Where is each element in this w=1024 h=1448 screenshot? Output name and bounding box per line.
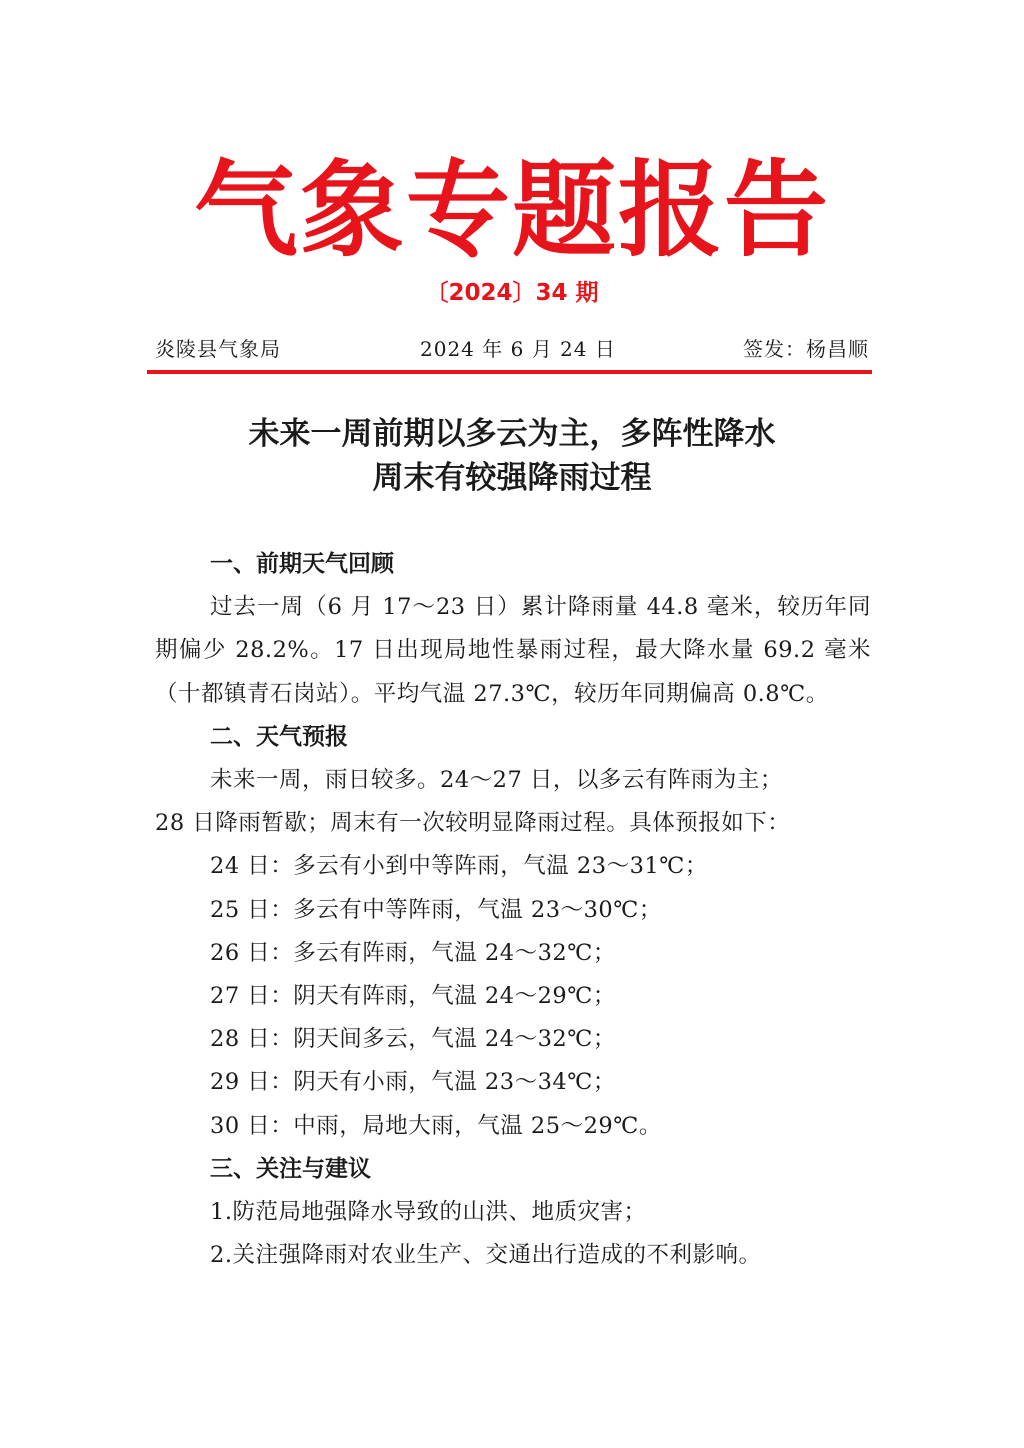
- title-line-2: 周末有较强降雨过程: [372, 460, 652, 496]
- report-body: [155, 543, 871, 1277]
- title-line-1: 未来一周前期以多云为主，多阵性降水: [248, 416, 776, 452]
- forecast-day-26: 26 日：多云有阵雨，气温 24～32℃；: [210, 939, 616, 966]
- header-meta: [155, 334, 869, 364]
- masthead-title: 气象专题报告: [193, 149, 830, 271]
- report-title: [0, 412, 1024, 500]
- forecast-day-29: 29 日：阴天有小雨，气温 23～34℃；: [210, 1069, 616, 1096]
- issue-date: 2024 年 6 月 24 日: [420, 337, 616, 361]
- forecast-day-27: 27 日：阴天有阵雨，气温 24～29℃；: [210, 983, 616, 1010]
- issuer: 炎陵县气象局: [155, 337, 281, 361]
- forecast-day-24: 24 日：多云有小到中等阵雨，气温 23～31℃；: [210, 853, 708, 880]
- review-paragraph: 过去一周（6 月 17～23 日）累计降雨量 44.8 毫米，较历年同期偏少 28.2%。17 日出现局地性暴雨过程，最大降水量 69.2 毫米（十都镇青石岗站）。平均气温 27.3℃，较历年同期偏高 0.8℃。: [155, 594, 871, 707]
- advice-item-1: 1.防范局地强降水导致的山洪、地质灾害；: [210, 1199, 647, 1226]
- red-divider: [147, 370, 872, 374]
- section-heading-advice: 三、关注与建议: [210, 1155, 371, 1182]
- forecast-day-28: 28 日：阴天间多云，气温 24～32℃；: [210, 1026, 616, 1053]
- section-heading-forecast: 二、天气预报: [210, 723, 348, 750]
- forecast-day-25: 25 日：多云有中等阵雨，气温 23～30℃；: [210, 896, 662, 923]
- forecast-day-30: 30 日：中雨，局地大雨，气温 25～29℃。: [210, 1112, 662, 1139]
- forecast-intro-line-1: 未来一周，雨日较多。24～27 日，以多云有阵雨为主；: [210, 767, 783, 794]
- advice-item-2: 2.关注强降雨对农业生产、交通出行造成的不利影响。: [210, 1242, 762, 1269]
- signer: 签发：杨昌顺: [743, 337, 869, 361]
- section-heading-review: 一、前期天气回顾: [210, 551, 394, 577]
- issue-number: 〔2024〕34 期: [425, 280, 599, 306]
- forecast-intro-line-2: 28 日降雨暂歇；周末有一次较明显降雨过程。具体预报如下：: [155, 810, 791, 837]
